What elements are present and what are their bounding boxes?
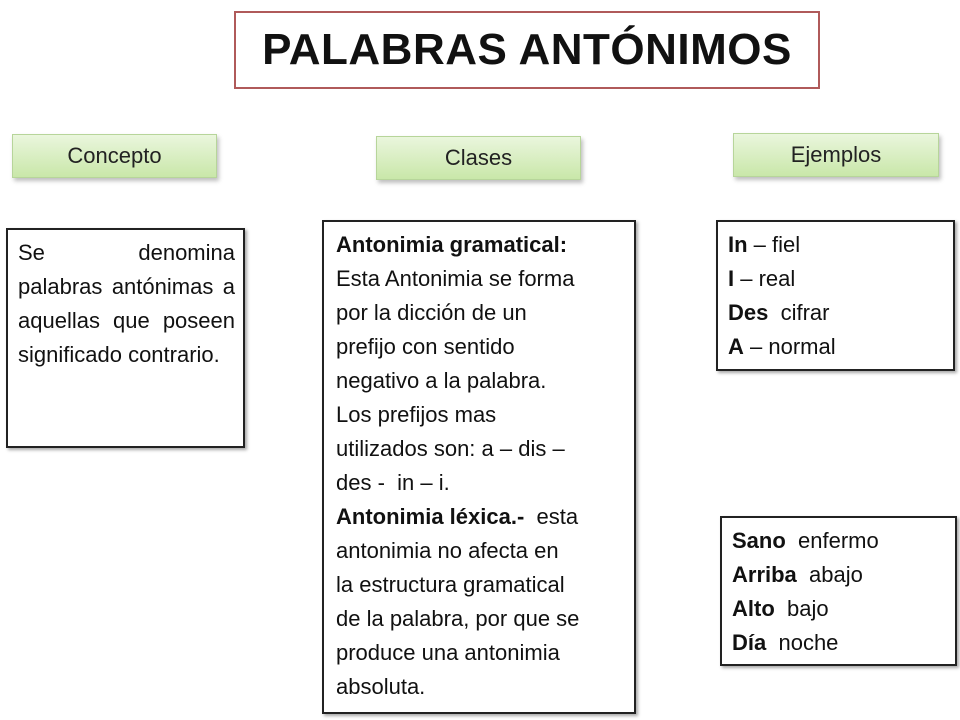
gramatical-line: Esta Antonimia se forma: [336, 266, 575, 291]
prefijo-example: [728, 330, 947, 364]
lexico-example-opposite: noche: [766, 630, 839, 655]
lexica-first: esta: [524, 504, 579, 529]
lexico-example-term: Día: [732, 630, 767, 655]
prefijo-example-term: A: [728, 334, 744, 359]
prefijo-example-opposite: – fiel: [747, 232, 801, 257]
lexico-example: [732, 524, 949, 558]
prefijo-example: [728, 262, 947, 296]
header-clases-label: Clases: [444, 145, 513, 170]
lexica-text-line: de la palabra, por que se: [336, 606, 580, 631]
lexico-example-opposite: enfermo: [785, 528, 879, 553]
header-clases: [376, 136, 581, 180]
gramatical-text: [336, 262, 628, 500]
lexico-example-opposite: bajo: [774, 596, 829, 621]
prefijo-example-term: Des: [728, 300, 769, 325]
title-box: [234, 11, 820, 89]
lexica-text: [336, 534, 628, 704]
lexico-example-term: Arriba: [732, 562, 797, 587]
prefijo-example-opposite: cifrar: [768, 300, 830, 325]
concepto-text: Se denomina palabras antónimas a aquellas que poseen significado contrario.: [18, 240, 235, 367]
ejemplos-prefijos-box: [716, 220, 955, 371]
prefijo-example: [728, 228, 947, 262]
gramatical-heading: Antonimia gramatical:: [336, 232, 568, 257]
header-concepto-label: Concepto: [67, 143, 162, 168]
lexica-line: [336, 500, 628, 534]
lexico-example-term: Sano: [732, 528, 786, 553]
prefijo-example-term: I: [728, 266, 735, 291]
gramatical-line: por la dicción de un: [336, 300, 527, 325]
page-title: PALABRAS ANTÓNIMOS: [262, 25, 792, 74]
ejemplos-lexicos-box: [720, 516, 957, 666]
gramatical-line: negativo a la palabra.: [336, 368, 547, 393]
lexica-text-line: absoluta.: [336, 674, 426, 699]
lexico-example-term: Alto: [732, 596, 775, 621]
lexico-example: [732, 558, 949, 592]
lexica-text-line: produce una antonimia: [336, 640, 560, 665]
concepto-box: [6, 228, 245, 448]
gramatical-line: des - in – i.: [336, 470, 450, 495]
clases-box: [322, 220, 636, 714]
prefijos-list: [728, 228, 947, 364]
header-concepto: [12, 134, 217, 178]
header-ejemplos-label: Ejemplos: [790, 142, 882, 167]
prefijo-example-opposite: – real: [734, 266, 796, 291]
gramatical-line: utilizados son: a – dis –: [336, 436, 565, 461]
lexicos-list: [732, 524, 949, 660]
lexica-text-line: antonimia no afecta en: [336, 538, 559, 563]
header-ejemplos: [733, 133, 939, 177]
gramatical-line: Los prefijos mas: [336, 402, 497, 427]
lexica-heading: Antonimia léxica.-: [336, 504, 525, 529]
prefijo-example: [728, 296, 947, 330]
lexico-example: [732, 626, 949, 660]
prefijo-example-term: In: [728, 232, 748, 257]
gramatical-line: prefijo con sentido: [336, 334, 515, 359]
prefijo-example-opposite: – normal: [743, 334, 836, 359]
lexico-example: [732, 592, 949, 626]
lexica-text-line: la estructura gramatical: [336, 572, 565, 597]
lexico-example-opposite: abajo: [796, 562, 863, 587]
